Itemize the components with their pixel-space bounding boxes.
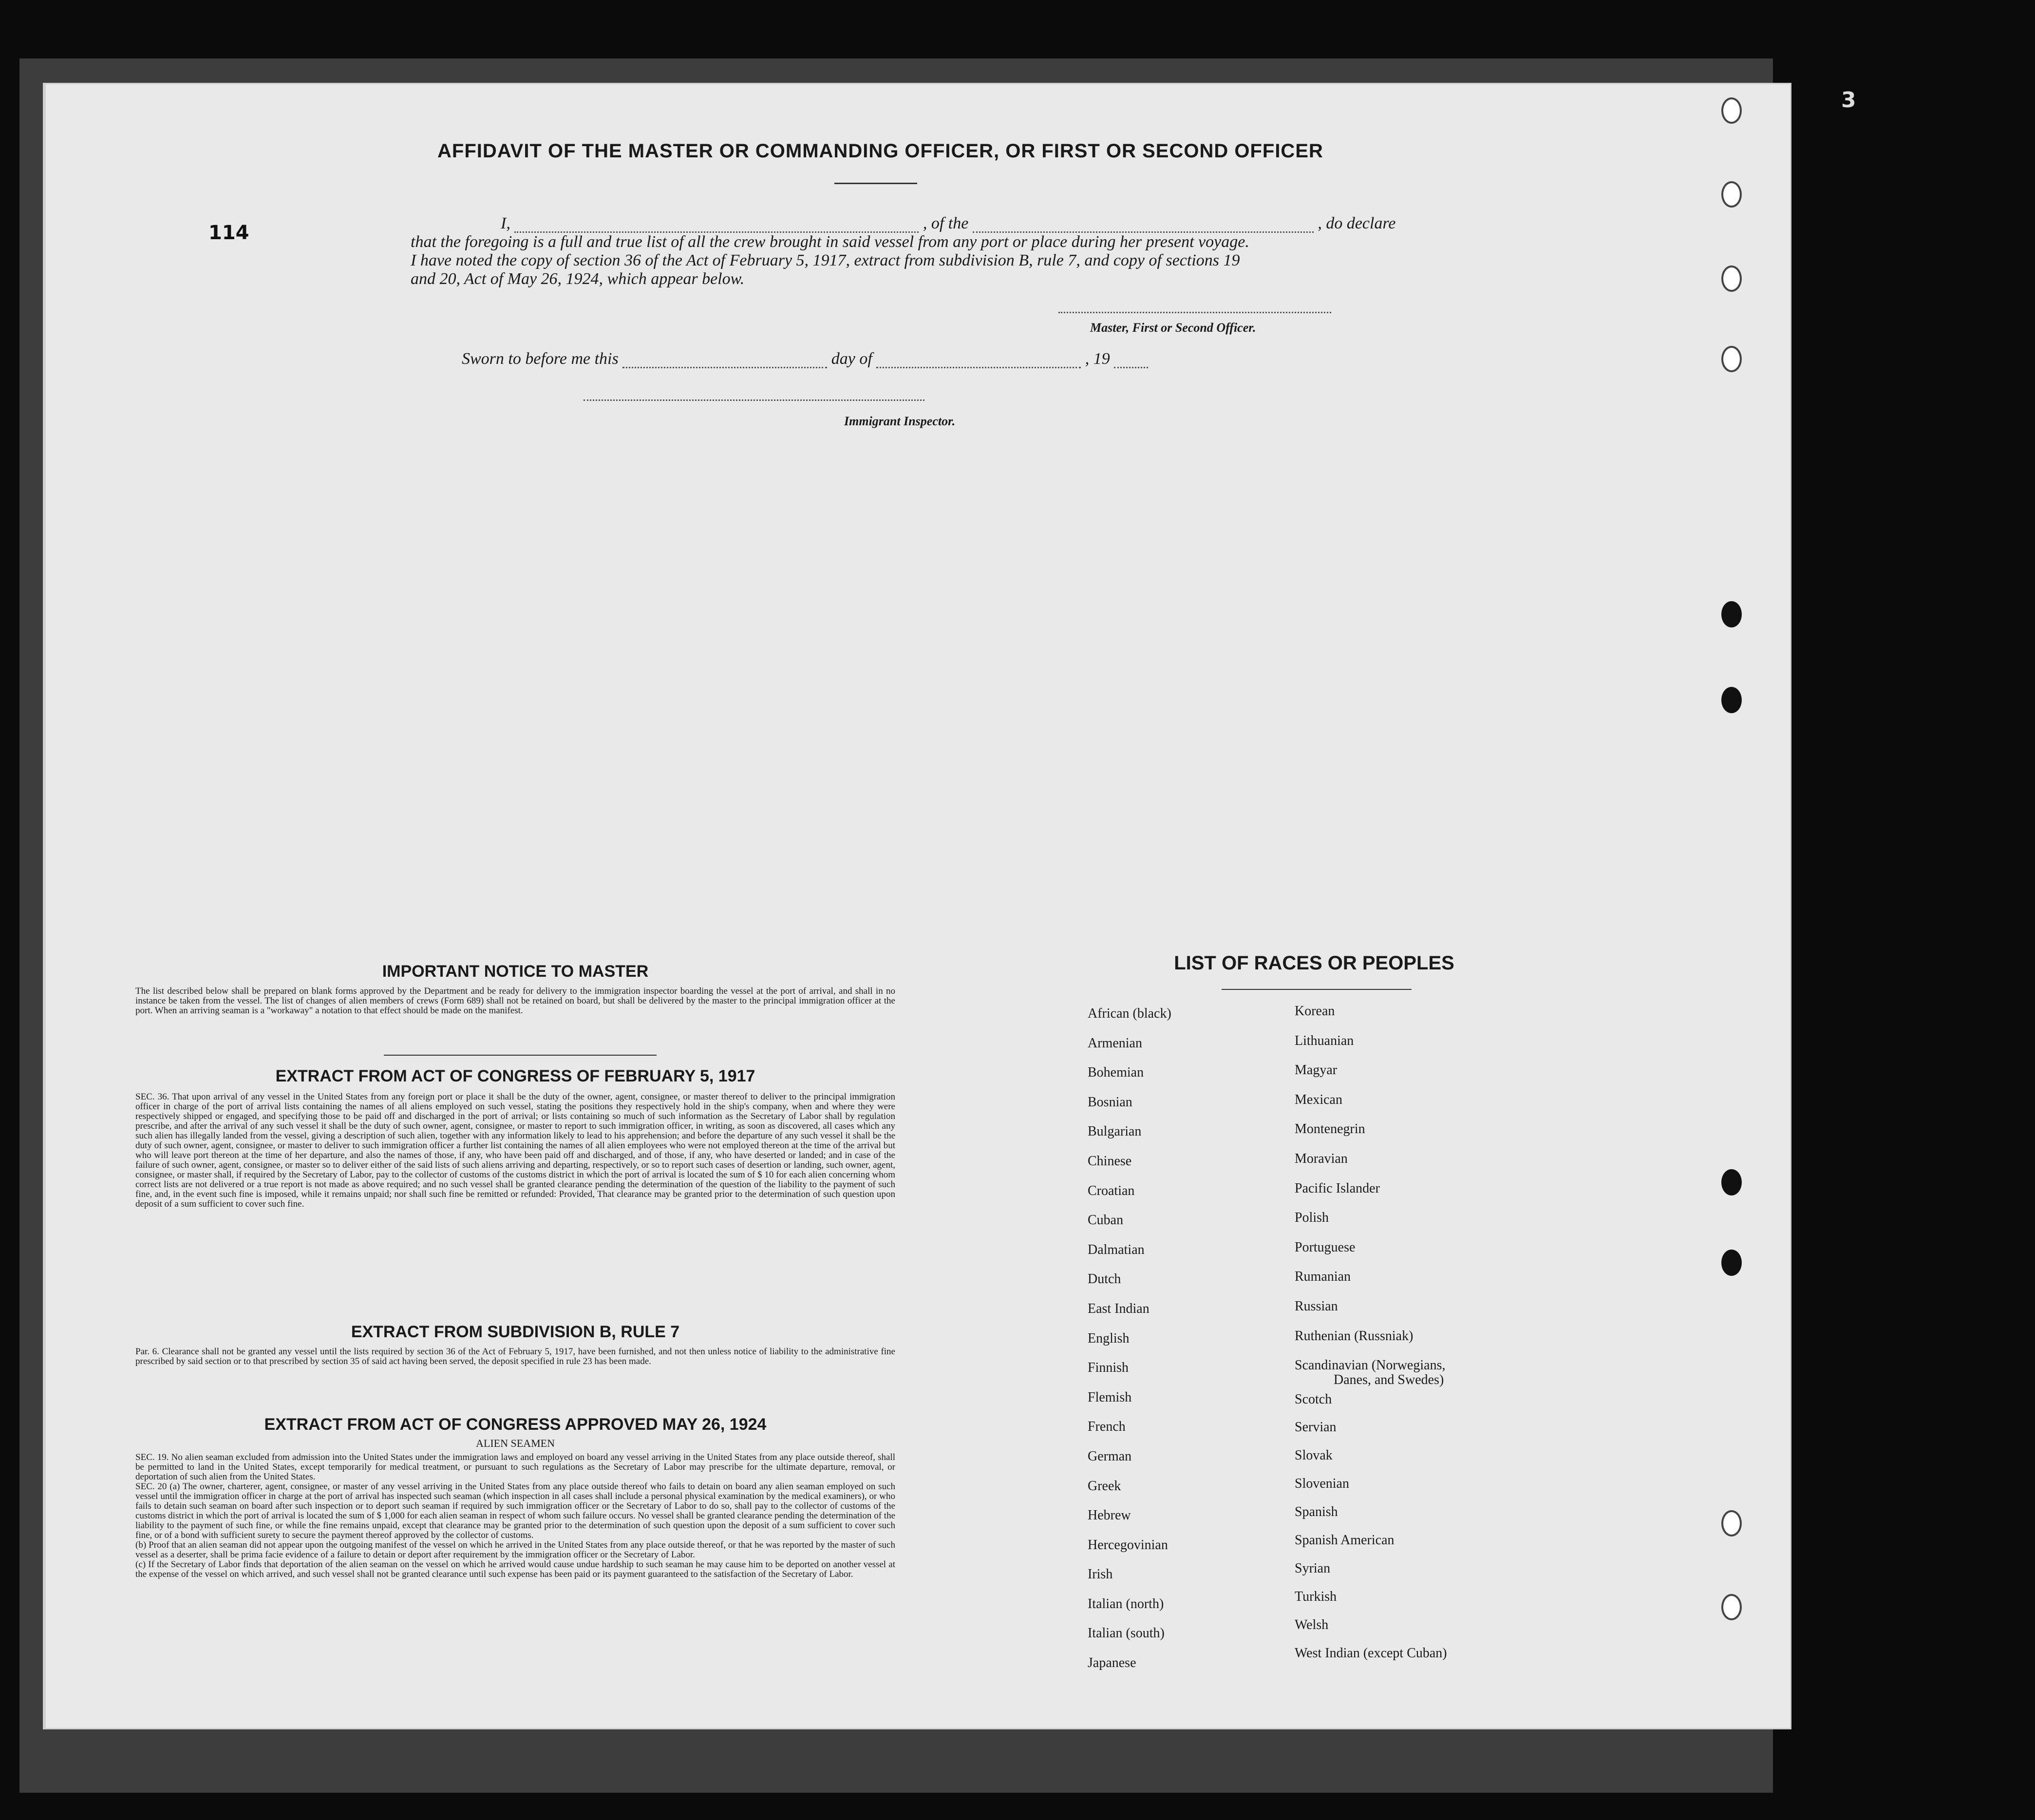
binder-hole xyxy=(1721,1250,1742,1276)
race-item: Scandinavian (Norwegians, xyxy=(1295,1358,1446,1373)
rule7-text: Par. 6. Clearance shall not be granted any vessel until the lists required by section 36 of the Act of February 5, 1917, have been furnished, and not then unless notice of liability to the administrative fine prescribed by said section or to that prescribed by section 35 of said act having been served, the deposit specified in rule 23 has been made. xyxy=(135,1346,895,1366)
sec20b-text: (b) Proof that an alien seaman did not appear upon the outgoing manifest of the vessel on which he arrived in the United States from any place outside thereof, or that he was reported by the master of such vessel as a deserter, shall be prima facie evidence of a failure to detain or deport after requirement by the immigration officer or the Secretary of Labor. xyxy=(135,1540,895,1560)
race-item: Magyar xyxy=(1295,1062,1338,1078)
race-item: French xyxy=(1088,1419,1126,1435)
race-item: Russian xyxy=(1295,1298,1338,1314)
races-left-column xyxy=(1088,1006,1292,1685)
race-item: Hercegovinian xyxy=(1088,1537,1168,1553)
sworn-year-field[interactable] xyxy=(1114,367,1148,368)
race-item: Syrian xyxy=(1295,1561,1331,1576)
race-item: Irish xyxy=(1088,1567,1113,1582)
race-item: Hebrew xyxy=(1088,1508,1131,1523)
extract-1917-heading: EXTRACT FROM ACT OF CONGRESS OF FEBRUARY 5, 1917 xyxy=(275,1067,755,1085)
race-item: West Indian (except Cuban) xyxy=(1295,1646,1447,1661)
stamp-mark: 114 xyxy=(208,222,249,244)
race-item: Portuguese xyxy=(1295,1239,1356,1255)
race-item: East Indian xyxy=(1088,1301,1149,1316)
race-item: Greek xyxy=(1088,1478,1121,1494)
affidavit-line-4: and 20, Act of May 26, 1924, which appear below. xyxy=(411,270,745,288)
sworn-line xyxy=(462,350,1148,368)
race-item: Rumanian xyxy=(1295,1269,1351,1285)
master-caption: Master, First or Second Officer. xyxy=(1090,321,1256,335)
affidavit-line-2: that the foregoing is a full and true list of all the crew brought in said vessel from any port or place during her present voyage. xyxy=(411,233,1249,251)
race-item: German xyxy=(1088,1448,1132,1464)
binder-hole xyxy=(1721,97,1742,124)
notice-text: The list described below shall be prepared on blank forms approved by the Department and be ready for delivery to the immigration inspector boarding the vessel at the port of arrival, and shall in no instance be taken from the vessel. The list of changes of alien members of crews (Form 689) shall not be retained on board, but shall be delivered by the master to the principal immigration officer at the port. When an arriving seaman is a "workaway" a notation to that effect should be made on the manifest. xyxy=(135,986,895,1016)
race-item: African (black) xyxy=(1088,1006,1171,1021)
inspector-caption: Immigrant Inspector. xyxy=(844,414,956,428)
section-divider xyxy=(384,1055,657,1056)
affidavit-line-3: I have noted the copy of section 36 of the Act of February 5, 1917, extract from subdivision B, rule 7, and copy of sections 19 xyxy=(411,251,1240,269)
sec19-text: SEC. 19. No alien seaman excluded from admission into the United States under the immigration laws and employed on board any vessel arriving in the United States from any place outside thereof, shall be permitted to land in the United States, except temporarily for medical treatment, or pursuant to such regulations as the Secretary of Labor may prescribe for the ultimate departure, removal, or deportation of such alien from the United States. xyxy=(135,1452,895,1482)
race-item: Slovak xyxy=(1295,1448,1333,1463)
race-item: Bosnian xyxy=(1088,1094,1132,1110)
race-item: Spanish xyxy=(1295,1504,1338,1520)
declare-suffix: , do declare xyxy=(1318,214,1396,232)
inspector-signature-field[interactable] xyxy=(584,399,924,401)
race-item: Ruthenian (Russniak) xyxy=(1295,1328,1413,1344)
page-number: 3 xyxy=(1841,88,1856,113)
race-item: Welsh xyxy=(1295,1617,1329,1633)
race-item: Flemish xyxy=(1088,1389,1132,1405)
race-item: Dutch xyxy=(1088,1271,1121,1287)
sworn-day-field[interactable] xyxy=(622,367,827,368)
race-item: Korean xyxy=(1295,1004,1335,1019)
race-item: Pacific Islander xyxy=(1295,1180,1380,1196)
race-item: English xyxy=(1088,1330,1130,1346)
binder-hole xyxy=(1721,181,1742,208)
race-item: Spanish American xyxy=(1295,1533,1394,1548)
binder-hole xyxy=(1721,687,1742,713)
notice-heading: IMPORTANT NOTICE TO MASTER xyxy=(382,962,649,981)
vessel-prefix: , of the xyxy=(923,214,969,232)
race-item: Turkish xyxy=(1295,1589,1337,1605)
declarant-line xyxy=(462,214,1436,233)
race-item: Lithuanian xyxy=(1295,1033,1354,1048)
binder-hole xyxy=(1721,1594,1742,1620)
extract-1924-text xyxy=(135,1453,895,1579)
day-of-text: day of xyxy=(831,350,872,368)
race-item: Scotch xyxy=(1295,1392,1332,1407)
race-item: Servian xyxy=(1295,1420,1337,1435)
race-item: Polish xyxy=(1295,1210,1329,1226)
race-item: Armenian xyxy=(1088,1035,1142,1051)
races-rule xyxy=(1222,989,1412,990)
master-signature-field[interactable] xyxy=(1058,312,1331,313)
race-item: Finnish xyxy=(1088,1360,1129,1376)
race-item: Croatian xyxy=(1088,1183,1135,1198)
race-item: Montenegrin xyxy=(1295,1121,1365,1137)
rule7-heading: EXTRACT FROM SUBDIVISION B, RULE 7 xyxy=(351,1323,680,1341)
extract-1917-text: SEC. 36. That upon arrival of any vessel in the United States from any foreign port or place it shall be the duty of the owner, agent, consignee, or master thereof to deliver to the principal immigration officer in charge of the port of arrival lists containing the names of all aliens employed on such vessel, stating the positions they respectively hold in the ship's company, when and where they were respectively shipped or engaged, and specifying those to be paid off and discharged in the port of arrival; or lists containing so much of such information as the Secretary of Labor shall by regulation prescribe, and after the arrival of any such vessel it shall be the duty of such owner, agent, consignee, or master to report to such immigration officer, in writing, as soon as discovered, all cases which any such alien has illegally landed from the vessel, giving a description of such alien, together with any information likely to lead to his apprehension; and before the departure of any such vessel it shall be the duty of such owner, agent, consignee, or master to deliver to such immigration officer a further list containing the names of all alien employees who were not employed thereon at the time of the arrival but who will leave port thereon at the time of her departure, and also the names of those, if any, who have been paid off and discharged, and of those, if any, who have deserted or landed; and in case of the failure of such owner, agent, consignee, or master so to deliver either of the said lists of such aliens arriving and departing, respectively, or so to report such cases of desertion or landing, such owner, agent, consignee, or master shall, if required by the Secretary of Labor, pay to the collector of customs of the customs district in which the port of arrival is located the sum of $ 10 for each alien concerning whom correct lists are not delivered or a true report is not made as above required; and no such vessel shall be granted clearance pending the determination of the question of the liability to the payment of such fine, and, in the event such fine is imposed, while it remains unpaid; nor shall such fine be remitted or refunded: Provided, That clearance may be granted prior to the determination of such question upon deposit of a sum sufficient to cover such fine. xyxy=(135,1092,895,1209)
race-item: Bohemian xyxy=(1088,1065,1144,1081)
race-item: Moravian xyxy=(1295,1151,1348,1166)
race-item: Mexican xyxy=(1295,1092,1342,1107)
race-item: Japanese xyxy=(1088,1655,1136,1671)
sworn-text: Sworn to before me this xyxy=(462,350,619,368)
race-item: Cuban xyxy=(1088,1213,1124,1228)
binder-hole xyxy=(1721,265,1742,292)
race-item: Dalmatian xyxy=(1088,1242,1145,1257)
declarant-prefix: I, xyxy=(501,214,510,232)
race-item: Italian (north) xyxy=(1088,1596,1164,1611)
extract-1924-heading: EXTRACT FROM ACT OF CONGRESS APPROVED MAY 26, 1924 xyxy=(264,1415,767,1434)
year-prefix: , 19 xyxy=(1085,350,1110,368)
races-right-column xyxy=(1295,1004,1538,1674)
binder-hole xyxy=(1721,346,1742,372)
page-fold xyxy=(43,83,46,1729)
race-item: Slovenian xyxy=(1295,1476,1349,1492)
title-rule xyxy=(834,183,917,184)
races-heading: LIST OF RACES OR PEOPLES xyxy=(1174,952,1454,974)
form-sheet xyxy=(43,83,1791,1729)
binder-hole xyxy=(1721,601,1742,627)
sec20a-text: SEC. 20 (a) The owner, charterer, agent, consignee, or master of any vessel arriving in the United States from any place outside thereof who fails to detain on board any alien seaman employed on such vessel until the immigration officer in charge at the port of arrival has inspected such seaman (which inspection in all cases shall include a personal physical examination by the medical examiners), or who fails to detain such seaman on board after such inspection or to deport such seaman if required by such immigration officer or the Secretary of Labor to do so, shall pay to the collector of customs of the customs district in which the port of arrival is located the sum of $ 1,000 for each alien seaman in respect of whom such failure occurs. No vessel shall be granted clearance pending the determination of the liability to the payment of such fine, or while the fine remains unpaid, except that clearance may be granted prior to the determination of such question upon the deposit of a sum sufficient to cover such fine, or of a bond with sufficient surety to secure the payment thereof approved by the collector of customs. xyxy=(135,1481,895,1540)
sec20c-text: (c) If the Secretary of Labor finds that deportation of the alien seaman on the vessel on which he arrived would cause undue hardship to such seaman he may cause him to be deported on another vessel at the expense of the vessel on which arrived, and such vessel shall not be granted clearance until such expense has been paid or its payment guaranteed to the satisfaction of the Secretary of Labor. xyxy=(135,1559,895,1579)
binder-hole xyxy=(1721,1169,1742,1195)
race-item-continued: Danes, and Swedes) xyxy=(1334,1372,1444,1388)
sworn-month-field[interactable] xyxy=(876,367,1081,368)
affidavit-title: AFFIDAVIT OF THE MASTER OR COMMANDING OFFICER, OR FIRST OR SECOND OFFICER xyxy=(437,140,1323,162)
race-item: Chinese xyxy=(1088,1153,1132,1169)
binder-hole xyxy=(1721,1510,1742,1536)
alien-seamen-subheading: ALIEN SEAMEN xyxy=(476,1437,555,1449)
race-item: Bulgarian xyxy=(1088,1124,1142,1139)
race-item: Italian (south) xyxy=(1088,1626,1165,1641)
